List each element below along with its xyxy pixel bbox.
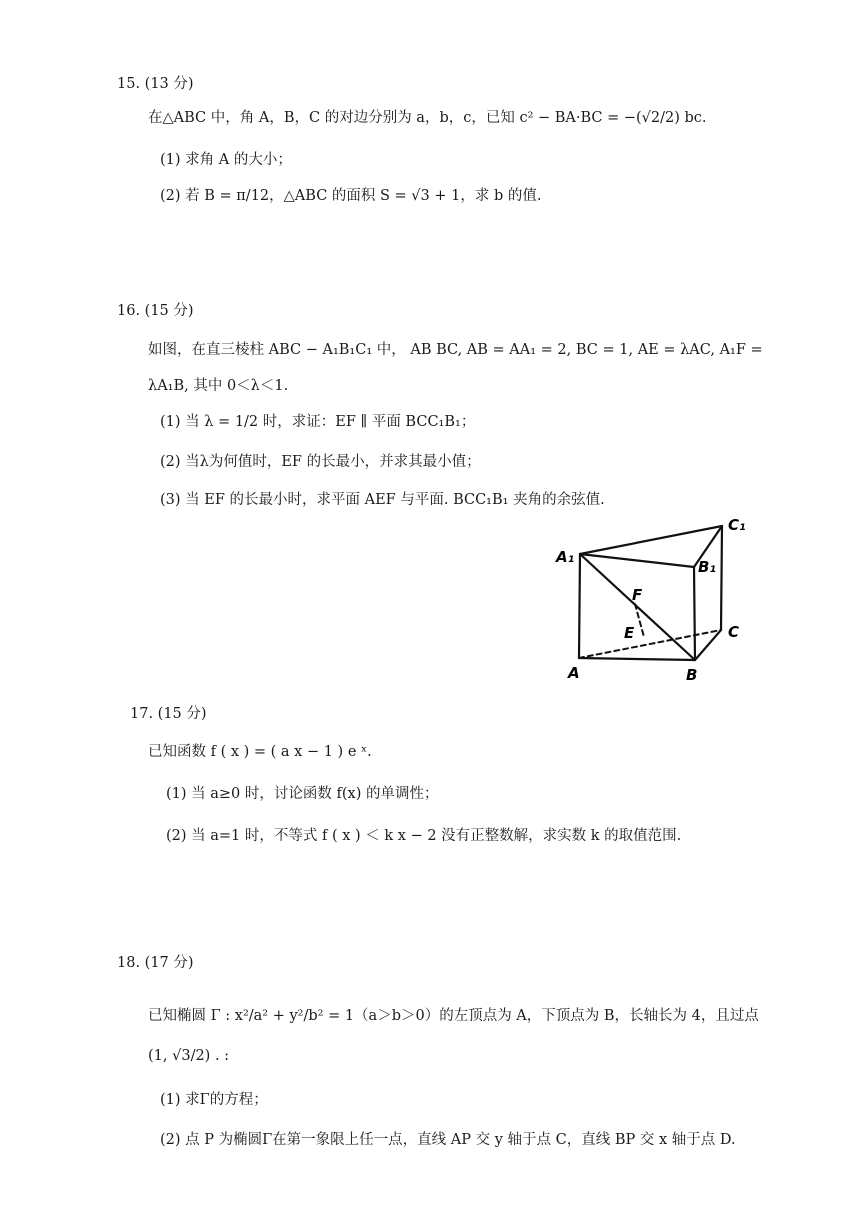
- edge-a1a: [579, 554, 580, 658]
- edge-a1b1: [580, 554, 694, 567]
- segment-a1b: [580, 554, 695, 660]
- problem-15-part-1: (1) 求角 A 的大小；: [160, 152, 292, 168]
- problem-17-part-2: (2) 当 a=1 时，不等式 f ( x ) ＜ k x − 2 没有正整数解，求实数 k 的取值范围.: [166, 828, 682, 844]
- problem-17-part-1: (1) 当 a≥0 时，讨论函数 f(x) 的单调性；: [166, 786, 439, 802]
- label-f: F: [632, 586, 643, 604]
- label-b1: B₁: [698, 558, 717, 576]
- problem-18-header: 18. (17 分): [117, 955, 194, 971]
- problem-15-header: 15. (13 分): [117, 76, 194, 92]
- problem-16-part-2: (2) 当λ为何值时，EF 的长最小，并求其最小值；: [160, 454, 481, 470]
- label-e: E: [624, 624, 635, 642]
- label-b: B: [686, 666, 698, 684]
- label-c1: C₁: [728, 516, 746, 534]
- problem-18-part-1: (1) 求Γ的方程；: [160, 1092, 268, 1108]
- edge-c1c: [721, 526, 722, 630]
- label-a1: A₁: [556, 548, 575, 566]
- problem-16-stem-line-1: 如图，在直三棱柱 ABC − A₁B₁C₁ 中， AB BC, AB = AA₁ = 2, BC = 1, AE = λAC, A₁F =: [148, 342, 763, 358]
- label-c: C: [728, 623, 740, 641]
- problem-16-header: 16. (15 分): [117, 303, 194, 319]
- edge-b1b: [694, 567, 695, 660]
- prism-figure: [552, 512, 762, 691]
- edge-a1c1: [580, 526, 722, 554]
- problem-16-part-3: (3) 当 EF 的长最小时，求平面 AEF 与平面. BCC₁B₁ 夹角的余弦值.: [160, 492, 605, 508]
- problem-16-part-1: (1) 当 λ = 1/2 时，求证：EF ∥ 平面 BCC₁B₁；: [160, 414, 476, 430]
- problem-16-stem-line-2: λA₁B, 其中 0＜λ＜1.: [148, 378, 289, 394]
- label-a: A: [568, 664, 580, 682]
- problem-18-part-2: (2) 点 P 为椭圆Γ在第一象限上任一点，直线 AP 交 y 轴于点 C，直线 BP 交 x 轴于点 D.: [160, 1132, 736, 1148]
- problem-18-stem-line-1: 已知椭圆 Γ : x²/a² + y²/b² = 1（a＞b＞0）的左顶点为 A，下顶点为 B，长轴长为 4，且过点: [148, 1008, 759, 1024]
- problem-17-header: 17. (15 分): [130, 706, 207, 722]
- problem-15-part-2: (2) 若 B = π/12，△ABC 的面积 S = √3 + 1，求 b 的值.: [160, 188, 542, 204]
- problem-17-stem: 已知函数 f ( x ) = ( a x − 1 ) e ˣ.: [148, 744, 372, 760]
- edge-ab: [579, 658, 695, 660]
- problem-15-stem: 在△ABC 中，角 A，B，C 的对边分别为 a，b，c，已知 c² − BA·BC = −(√2/2) bc.: [148, 110, 707, 126]
- problem-18-stem-line-2: (1, √3/2) . :: [148, 1048, 230, 1064]
- prism-diagram: [552, 512, 762, 687]
